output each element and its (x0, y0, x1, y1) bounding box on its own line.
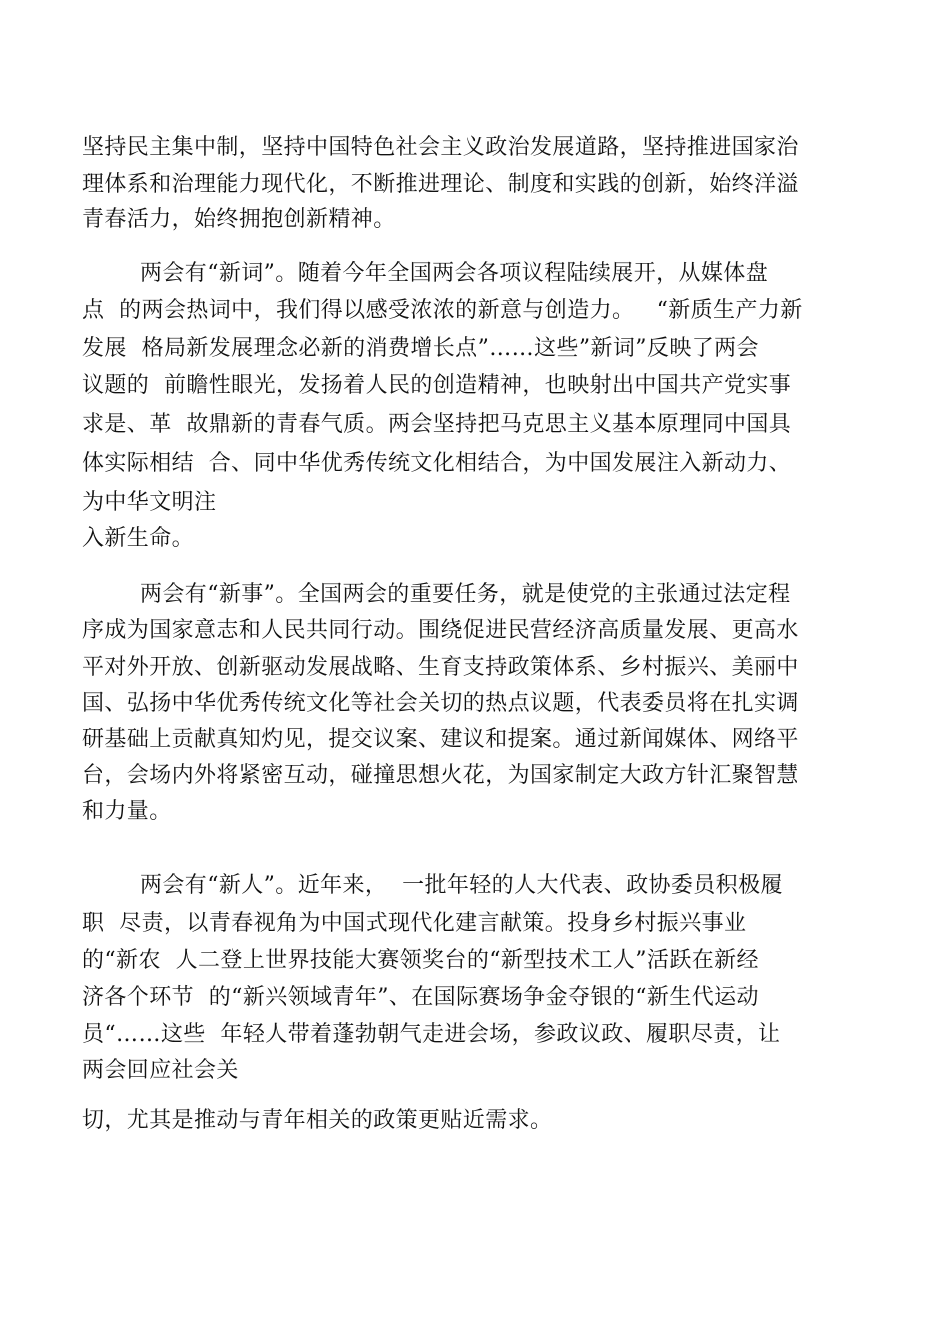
text-line: 坚持民主集中制，坚持中国特色社会主义政治发展道路，坚持推进国家治 (82, 135, 799, 160)
text-line: 点 的两会热词中，我们得以感受浓浓的新意与创造力。 “新质生产力新 (82, 298, 803, 323)
text-line: 研基础上贡献真知灼见，提交议案、建议和提案。通过新闻媒体、网络平 (82, 727, 799, 752)
text-line: 员“……这些 年轻人带着蓬勃朝气走进会场，参政议政、履职尽责，让 (82, 1022, 781, 1047)
text-line: 理体系和治理能力现代化，不断推进理论、制度和实践的创新，始终洋溢 (82, 172, 799, 197)
paragraph-start-line: 两会有“新人”。近年来， 一批年轻的人大代表、政协委员积极履 (140, 873, 783, 898)
text-line: 发展 格局新发展理念必新的消费增长点”……这些”新词”反映了两会 (82, 336, 759, 361)
text-line: 平对外开放、创新驱动发展战略、生育支持政策体系、乡村振兴、美丽中 (82, 655, 799, 680)
text-line: 体实际相结 合、同中华优秀传统文化相结合，为中国发展注入新动力、 (82, 451, 792, 476)
text-line: 职 尽责，以青春视角为中国式现代化建言献策。投身乡村振兴事业 (82, 911, 747, 936)
paragraph-start-line: 两会有“新词”。随着今年全国两会各项议程陆续展开，从媒体盘 (140, 261, 769, 286)
text-line: 的“新农 人二登上世界技能大赛领奖台的“新型技术工人”活跃在新经 (82, 948, 759, 973)
text-line: 台，会场内外将紧密互动，碰撞思想火花，为国家制定大政方针汇聚智慧 (82, 763, 799, 788)
text-line: 议题的 前瞻性眼光，发扬着人民的创造精神，也映射出中国共产党实事 (82, 373, 792, 398)
text-line: 两会回应社会关 (82, 1058, 239, 1083)
text-line: 求是、革 故鼎新的青春气质。两会坚持把马克思主义基本原理同中国具 (82, 412, 792, 437)
text-line: 切，尤其是推动与青年相关的政策更贴近需求。 (82, 1108, 553, 1133)
text-line: 国、弘扬中华优秀传统文化等社会关切的热点议题，代表委员将在扎实调 (82, 691, 799, 716)
text-line: 入新生命。 (82, 526, 195, 551)
paragraph-start-line: 两会有“新事”。全国两会的重要任务，就是使党的主张通过法定程 (140, 582, 791, 607)
text-line: 青春活力，始终拥抱创新精神。 (82, 207, 396, 232)
text-line: 为中华文明注 (82, 490, 217, 515)
text-line: 济各个环节 的“新兴领域青年”、在国际赛场争金夺银的“新生代运动 (82, 985, 759, 1010)
text-line: 序成为国家意志和人民共同行动。围绕促进民营经济高质量发展、更高水 (82, 618, 799, 643)
text-line: 和力量。 (82, 799, 172, 824)
